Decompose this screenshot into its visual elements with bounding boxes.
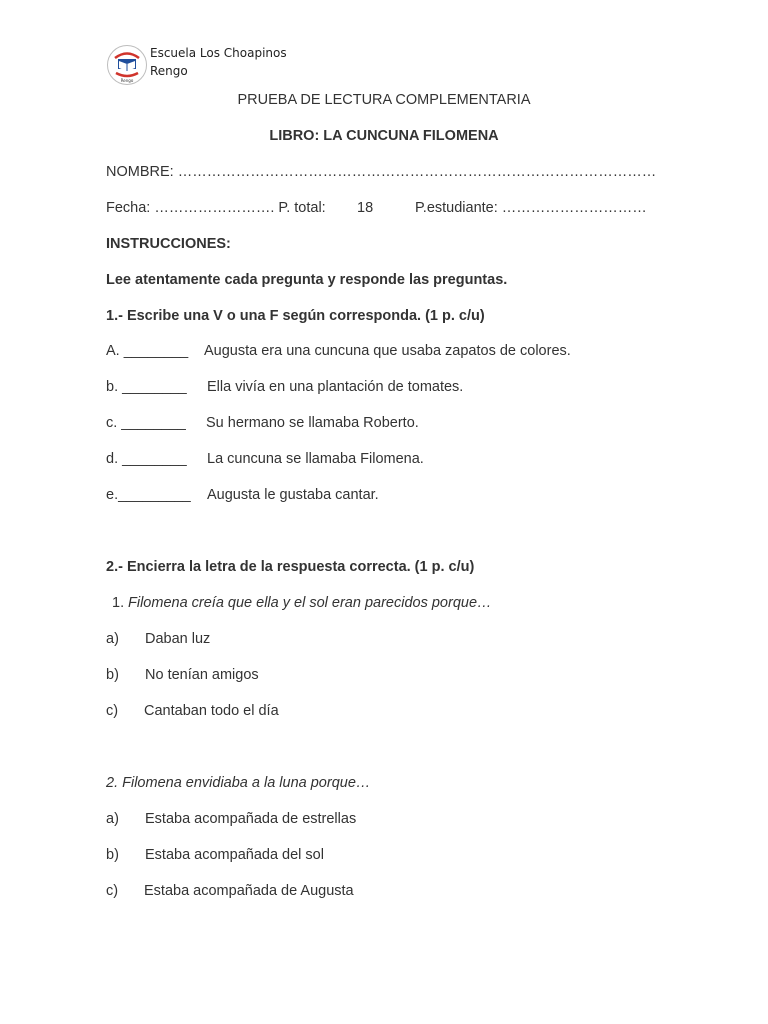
question-number: 1. [112,595,125,611]
tf-item-text: Augusta era una cuncuna que usaba zapatos de colores. [204,343,571,359]
date-field-label: Fecha: ……………………. P. total: [106,200,326,216]
question-text: Filomena creía que ella y el sol eran parecidos porque… [128,595,492,611]
book-title: LIBRO: LA CUNCUNA FILOMENA [269,128,499,144]
option-text: Daban luz [145,631,211,647]
tf-item-label: c. ________ [106,415,186,431]
tf-item-text: Augusta le gustaba cantar. [207,487,379,503]
name-field-label: NOMBRE: ……………………………………………………………………………………… [106,164,657,180]
school-city: Rengo [150,64,188,78]
section1-heading: 1.- Escribe una V o una F según corresponda. (1 p. c/u) [106,308,485,324]
tf-item-label: b. ________ [106,379,187,395]
school-logo [106,44,148,86]
option-letter: a) [106,631,119,647]
test-title: PRUEBA DE LECTURA COMPLEMENTARIA [237,92,531,108]
school-name: Escuela Los Choapinos [150,46,287,60]
option-text: Cantaban todo el día [144,703,279,719]
tf-item-text: La cuncuna se llamaba Filomena. [207,451,424,467]
option-text: Estaba acompañada del sol [145,847,324,863]
section2-heading: 2.- Encierra la letra de la respuesta correcta. (1 p. c/u) [106,559,475,575]
option-letter: c) [106,883,119,899]
instructions-heading: INSTRUCCIONES: [106,236,231,252]
tf-item-text: Ella vivía en una plantación de tomates. [207,379,464,395]
tf-item-label: A. ________ [106,343,189,359]
option-text: No tenían amigos [145,667,259,683]
option-letter: a) [106,811,119,827]
option-letter: b) [106,847,119,863]
question-text: 2. Filomena envidiaba a la luna porque… [106,775,371,791]
tf-item-label: e._________ [106,487,191,503]
option-text: Estaba acompañada de Augusta [144,883,354,899]
tf-item-label: d. ________ [106,451,187,467]
option-letter: b) [106,667,119,683]
svg-text:Rengo: Rengo [120,78,134,83]
tf-item-text: Su hermano se llamaba Roberto. [206,415,419,431]
option-text: Estaba acompañada de estrellas [145,811,357,827]
total-points-value: 18 [357,200,374,216]
student-points-label: P.estudiante: ………………………… [415,200,647,216]
instructions-text: Lee atentamente cada pregunta y responde las preguntas. [106,272,508,288]
option-letter: c) [106,703,119,719]
